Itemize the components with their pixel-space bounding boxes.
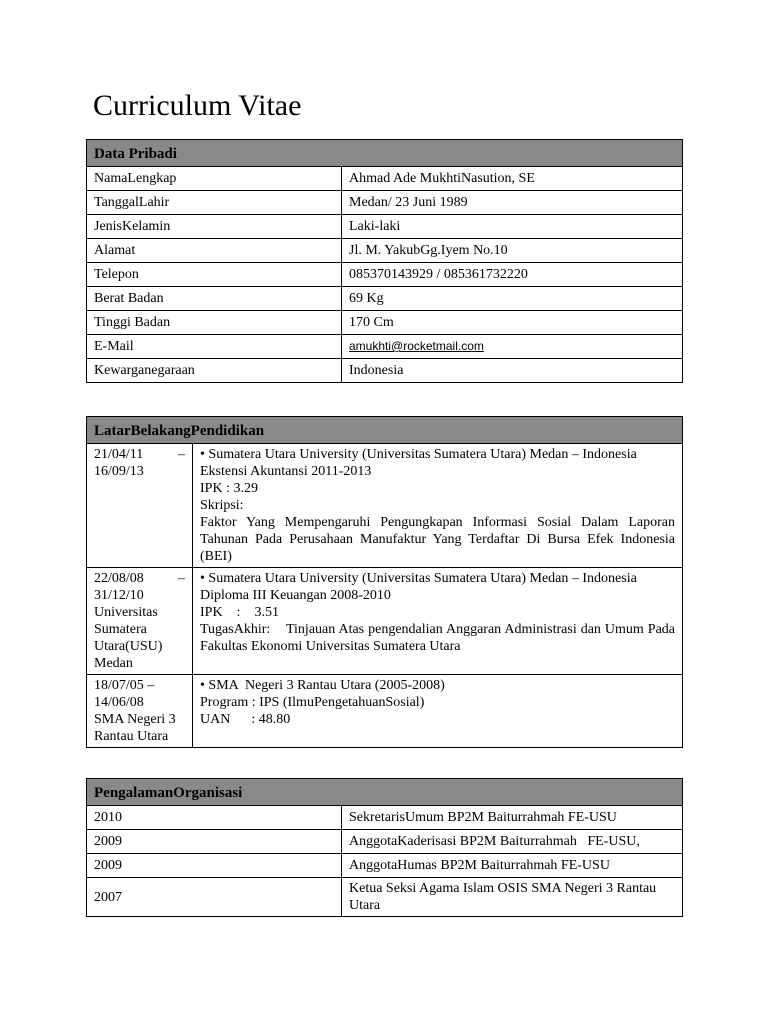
field-label: Berat Badan bbox=[87, 287, 342, 311]
program-name: Program : IPS (IlmuPengetahuanSosial) bbox=[200, 695, 425, 710]
education-detail bbox=[193, 568, 683, 675]
education-detail bbox=[193, 444, 683, 568]
table-row bbox=[87, 854, 683, 878]
thesis-title: TugasAkhir: Tinjauan Atas pengendalian Anggaran Administrasi dan Umum Pada Fakultas Ekonomi Universitas Sumatera Utara bbox=[200, 622, 679, 654]
table-row bbox=[87, 359, 683, 383]
email-link[interactable]: amukhti@rocketmail.com bbox=[349, 339, 484, 353]
org-year: 2010 bbox=[87, 806, 342, 830]
field-label: TanggalLahir bbox=[87, 191, 342, 215]
org-year: 2009 bbox=[87, 830, 342, 854]
table-row bbox=[87, 191, 683, 215]
education-period bbox=[87, 568, 193, 675]
school-name: • SMA Negeri 3 Rantau Utara (2005-2008) bbox=[200, 678, 445, 693]
table-row bbox=[87, 287, 683, 311]
institution: SMA Negeri 3 Rantau Utara bbox=[94, 712, 176, 744]
field-value: Ahmad Ade MukhtiNasution, SE bbox=[342, 167, 683, 191]
period-start: 21/04/11 – bbox=[94, 447, 185, 462]
table-row bbox=[87, 806, 683, 830]
organization-table bbox=[86, 778, 683, 917]
field-value: 69 Kg bbox=[342, 287, 683, 311]
field-value: Laki-laki bbox=[342, 215, 683, 239]
field-value: Indonesia bbox=[342, 359, 683, 383]
period-start: 22/08/08 – bbox=[94, 571, 185, 586]
period-end: 16/09/13 bbox=[94, 464, 144, 479]
gpa: IPK : 3.51 bbox=[200, 605, 279, 620]
field-value: 170 Cm bbox=[342, 311, 683, 335]
table-row bbox=[87, 311, 683, 335]
education-heading: LatarBelakangPendidikan bbox=[87, 417, 683, 444]
table-row bbox=[87, 239, 683, 263]
thesis-label: Skripsi: bbox=[200, 498, 244, 513]
field-label: Alamat bbox=[87, 239, 342, 263]
table-row bbox=[87, 568, 683, 675]
table-row bbox=[87, 878, 683, 917]
school-name: • Sumatera Utara University (Universitas Sumatera Utara) Medan – Indonesia bbox=[200, 447, 637, 462]
field-label: NamaLengkap bbox=[87, 167, 342, 191]
education-table bbox=[86, 416, 683, 748]
org-year: 2009 bbox=[87, 854, 342, 878]
period-end: 14/06/08 bbox=[94, 695, 144, 710]
institution: Universitas Sumatera Utara(USU) Medan bbox=[94, 605, 163, 671]
org-role: Ketua Seksi Agama Islam OSIS SMA Negeri 3 Rantau Utara bbox=[342, 878, 683, 917]
org-year: 2007 bbox=[87, 878, 342, 917]
table-row bbox=[87, 830, 683, 854]
field-value: 085370143929 / 085361732220 bbox=[342, 263, 683, 287]
field-label: Tinggi Badan bbox=[87, 311, 342, 335]
table-row bbox=[87, 215, 683, 239]
education-period bbox=[87, 675, 193, 748]
org-role: AnggotaHumas BP2M Baiturrahmah FE-USU bbox=[342, 854, 683, 878]
org-role: AnggotaKaderisasi BP2M Baiturrahmah FE-USU, bbox=[342, 830, 683, 854]
period-end: 31/12/10 bbox=[94, 588, 144, 603]
personal-data-heading: Data Pribadi bbox=[87, 140, 683, 167]
gpa: IPK : 3.29 bbox=[200, 481, 258, 496]
period-start: 18/07/05 – bbox=[94, 678, 155, 693]
table-row bbox=[87, 675, 683, 748]
table-row bbox=[87, 263, 683, 287]
school-name: • Sumatera Utara University (Universitas Sumatera Utara) Medan – Indonesia bbox=[200, 571, 637, 586]
field-label: JenisKelamin bbox=[87, 215, 342, 239]
personal-data-table bbox=[86, 139, 683, 383]
field-value: Medan/ 23 Juni 1989 bbox=[342, 191, 683, 215]
page-title: Curriculum Vitae bbox=[93, 89, 302, 122]
table-row bbox=[87, 335, 683, 359]
email-link-cell bbox=[342, 335, 683, 359]
thesis-title: Faktor Yang Mempengaruhi Pengungkapan Informasi Sosial Dalam Laporan Tahunan Pada Perusahaan Manufaktur Yang Terdaftar Di Bursa Efek Indonesia (BEI) bbox=[200, 515, 675, 564]
program-name: Ekstensi Akuntansi 2011-2013 bbox=[200, 464, 372, 479]
field-label: E-Mail bbox=[87, 335, 342, 359]
gpa: UAN : 48.80 bbox=[200, 712, 291, 727]
table-row bbox=[87, 444, 683, 568]
field-label: Telepon bbox=[87, 263, 342, 287]
field-label: Kewarganegaraan bbox=[87, 359, 342, 383]
field-value: Jl. M. YakubGg.Iyem No.10 bbox=[342, 239, 683, 263]
education-detail bbox=[193, 675, 683, 748]
organization-heading: PengalamanOrganisasi bbox=[87, 779, 683, 806]
table-row bbox=[87, 167, 683, 191]
org-role: SekretarisUmum BP2M Baiturrahmah FE-USU bbox=[342, 806, 683, 830]
program-name: Diploma III Keuangan 2008-2010 bbox=[200, 588, 391, 603]
education-period bbox=[87, 444, 193, 568]
